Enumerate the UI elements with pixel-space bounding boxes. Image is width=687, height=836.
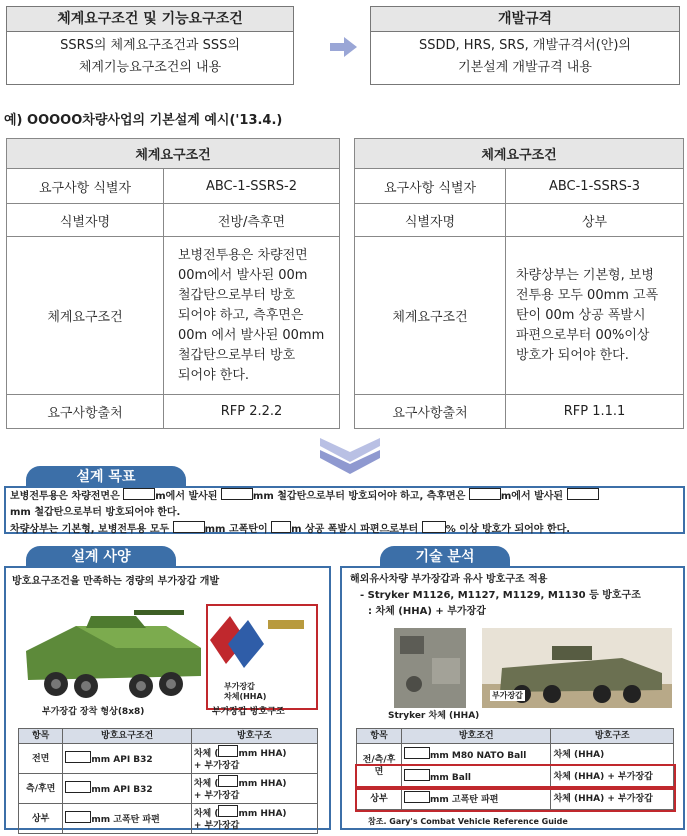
cell-cond: mm 고폭탄 파편	[91, 815, 160, 825]
cell-cond: mm 고폭탄 파편	[430, 795, 499, 805]
cell-struct: 차체 (	[193, 779, 219, 789]
row-label: 요구사항 식별자	[355, 169, 506, 204]
blank-field	[65, 811, 91, 823]
cell-struct: 차체 (	[193, 749, 219, 759]
armor-labels	[224, 682, 266, 702]
goal-text: m 상공 폭발시 파편으로부터	[291, 524, 419, 535]
cell-struct: 차체 (HHA)	[551, 744, 674, 766]
design-goal-banner: 설계 목표	[26, 466, 186, 488]
row-label: 식별자명	[355, 204, 506, 237]
cell-cond: mm M80 NATO Ball	[430, 751, 527, 761]
blank-field	[271, 521, 291, 533]
col-header: 방호요구조건	[63, 729, 191, 744]
tech-line1: 해외유사차량 부가장갑과 유사 방호구조 적용	[350, 574, 548, 585]
table-row	[19, 744, 318, 774]
tech-line3: : 차체 (HHA) + 부가장갑	[368, 606, 486, 617]
hull-photo-caption: Stryker 차체 (HHA)	[388, 711, 480, 721]
col-header: 방호구조	[191, 729, 317, 744]
cell-item: 측/후면	[19, 774, 63, 804]
tech-analysis-banner: 기술 분석	[380, 546, 510, 568]
blank-field	[65, 751, 91, 763]
right-arrow-icon	[330, 36, 358, 58]
para-line: 철갑탄으로부터 방호	[178, 287, 296, 303]
blank-field	[65, 781, 91, 793]
cell-item: 전면	[19, 744, 63, 774]
req-body	[6, 31, 294, 85]
row-label: 체계요구조건	[7, 237, 164, 395]
spec-subtitle: 방호요구조건을 만족하는 경량의 부가장갑 개발	[12, 576, 220, 587]
design-goal-box	[4, 486, 685, 534]
example-title: 예) OOOOO차량사업의 기본설계 예시('13.4.)	[4, 113, 283, 128]
goal-line1	[10, 488, 679, 505]
cell-struct: 차체 (HHA) + 부가장갑	[551, 788, 674, 810]
table-row-highlighted	[357, 788, 674, 810]
armor-caption: 부가장갑 방호구조	[212, 707, 285, 717]
para-line: 되어야 한다.	[178, 367, 250, 383]
row-value: 전방/측후면	[164, 204, 340, 237]
para-line: 00m 에서 발사된 00mm	[178, 327, 325, 343]
goal-text: m에서 발사된	[155, 491, 218, 502]
spec-body	[370, 31, 680, 85]
requirement-table-right	[354, 138, 684, 429]
req-body-line2: 체계기능요구조건의 내용	[78, 60, 222, 75]
table-row-highlighted	[357, 766, 674, 788]
requirement-table-left	[6, 138, 340, 429]
tech-line2: - Stryker M1126, M1127, M1129, M1130 등 방호구조	[360, 590, 641, 601]
col-header: 항목	[19, 729, 63, 744]
para-line: 되어야 하고, 측후면은	[178, 307, 304, 323]
col-header: 방호구조	[551, 729, 674, 744]
cell-struct: + 부가장갑	[193, 821, 240, 831]
blank-field	[218, 745, 238, 757]
design-spec-banner: 설계 사양	[26, 546, 176, 568]
design-spec-box	[4, 566, 331, 830]
blank-field	[422, 521, 446, 533]
spec-body-line1: SSDD, HRS, SRS, 개발규격서(안)의	[419, 38, 631, 53]
para-line: 00m에서 발사된 00m	[178, 267, 308, 283]
goal-text: m에서 발사된	[500, 491, 564, 502]
para-line: 전투용 모두 00mm 고폭	[516, 287, 659, 303]
blank-field	[404, 747, 430, 759]
table-row	[357, 744, 674, 766]
row-value: RFP 2.2.2	[164, 395, 340, 429]
col-header: 방호조건	[402, 729, 551, 744]
goal-text: mm 고폭탄이	[204, 524, 268, 535]
cell-cond: mm API B32	[91, 755, 153, 765]
cell-cond: mm API B32	[91, 785, 153, 795]
cell-cond: mm Ball	[430, 773, 471, 783]
spec-body-line2: 기본설계 개발규격 내용	[458, 60, 592, 75]
blank-field	[173, 521, 205, 533]
armor-panel-icon	[210, 610, 310, 680]
goal-line3	[10, 521, 679, 538]
hull-label: 차체(HHA)	[224, 692, 267, 701]
blank-field	[567, 488, 599, 500]
down-arrow-icon	[320, 438, 380, 476]
blank-field	[404, 769, 430, 781]
blank-field	[221, 488, 253, 500]
goal-line2: mm 철갑탄으로부터 방호되어야 한다.	[10, 507, 181, 518]
row-label: 식별자명	[7, 204, 164, 237]
para-line: 차량상부는 기본형, 보병	[516, 267, 654, 283]
row-label: 체계요구조건	[355, 237, 506, 395]
req-header: 체계요구조건 및 기능요구조건	[6, 6, 294, 32]
cell-struct: 차체 (HHA) + 부가장갑	[551, 766, 674, 788]
cell-struct: mm HHA)	[238, 779, 287, 789]
row-value: 상부	[506, 204, 684, 237]
para-line: 파편으로부터 00%이상	[516, 327, 650, 343]
table-title: 체계요구조건	[355, 139, 684, 169]
para-line: 탄이 00m 상공 폭발시	[516, 307, 646, 323]
vehicle-caption: 부가장갑 장착 형상(8x8)	[42, 707, 145, 717]
blank-field	[404, 791, 430, 803]
requirement-paragraph	[164, 237, 340, 395]
armor-label: 부가장갑	[224, 682, 255, 691]
row-value: RFP 1.1.1	[506, 395, 684, 429]
para-line: 보병전투용은 차량전면	[178, 247, 308, 263]
blank-field	[123, 488, 155, 500]
goal-text: 보병전투용은 차량전면은	[10, 491, 120, 502]
goal-text: % 이상 방호가 되어야 한다.	[445, 524, 571, 535]
spec-table	[18, 728, 318, 834]
cell-struct: mm HHA)	[238, 749, 287, 759]
row-label: 요구사항 식별자	[7, 169, 164, 204]
para-line: 방호가 되어야 한다.	[516, 347, 629, 363]
cell-struct: mm HHA)	[238, 809, 287, 819]
blank-field	[218, 805, 238, 817]
para-line: 철갑탄으로부터 방호	[178, 347, 296, 363]
row-label: 요구사항출처	[355, 395, 506, 429]
armored-vehicle-illustration	[16, 596, 206, 708]
row-value: ABC-1-SSRS-2	[164, 169, 340, 204]
cell-struct: 차체 (	[193, 809, 219, 819]
tech-analysis-box	[340, 566, 685, 830]
addon-armor-label: 부가장갑	[492, 691, 523, 700]
tech-table	[356, 728, 674, 810]
table-row	[19, 774, 318, 804]
blank-field	[218, 775, 238, 787]
cell-item: 상부	[357, 788, 402, 810]
goal-text: mm 철갑탄으로부터 방호되어야 하고, 측후면은	[252, 491, 466, 502]
requirement-paragraph	[506, 237, 684, 395]
cell-item: 상부	[19, 804, 63, 834]
req-body-line1: SSRS의 체계요구조건과 SSS의	[60, 38, 240, 53]
col-header: 항목	[357, 729, 402, 744]
blank-field	[469, 488, 501, 500]
cell-item: 전/측/후면	[357, 744, 402, 788]
row-label: 요구사항출처	[7, 395, 164, 429]
hull-photo	[394, 628, 466, 708]
goal-text: 차량상부는 기본형, 보병전투용 모두	[10, 524, 170, 535]
table-title: 체계요구조건	[7, 139, 340, 169]
reference-note: 참조. Gary's Combat Vehicle Reference Guide	[368, 817, 568, 826]
table-row	[19, 804, 318, 834]
cell-struct: + 부가장갑	[193, 791, 240, 801]
spec-header: 개발규격	[370, 6, 680, 32]
cell-struct: + 부가장갑	[193, 761, 240, 771]
row-value: ABC-1-SSRS-3	[506, 169, 684, 204]
